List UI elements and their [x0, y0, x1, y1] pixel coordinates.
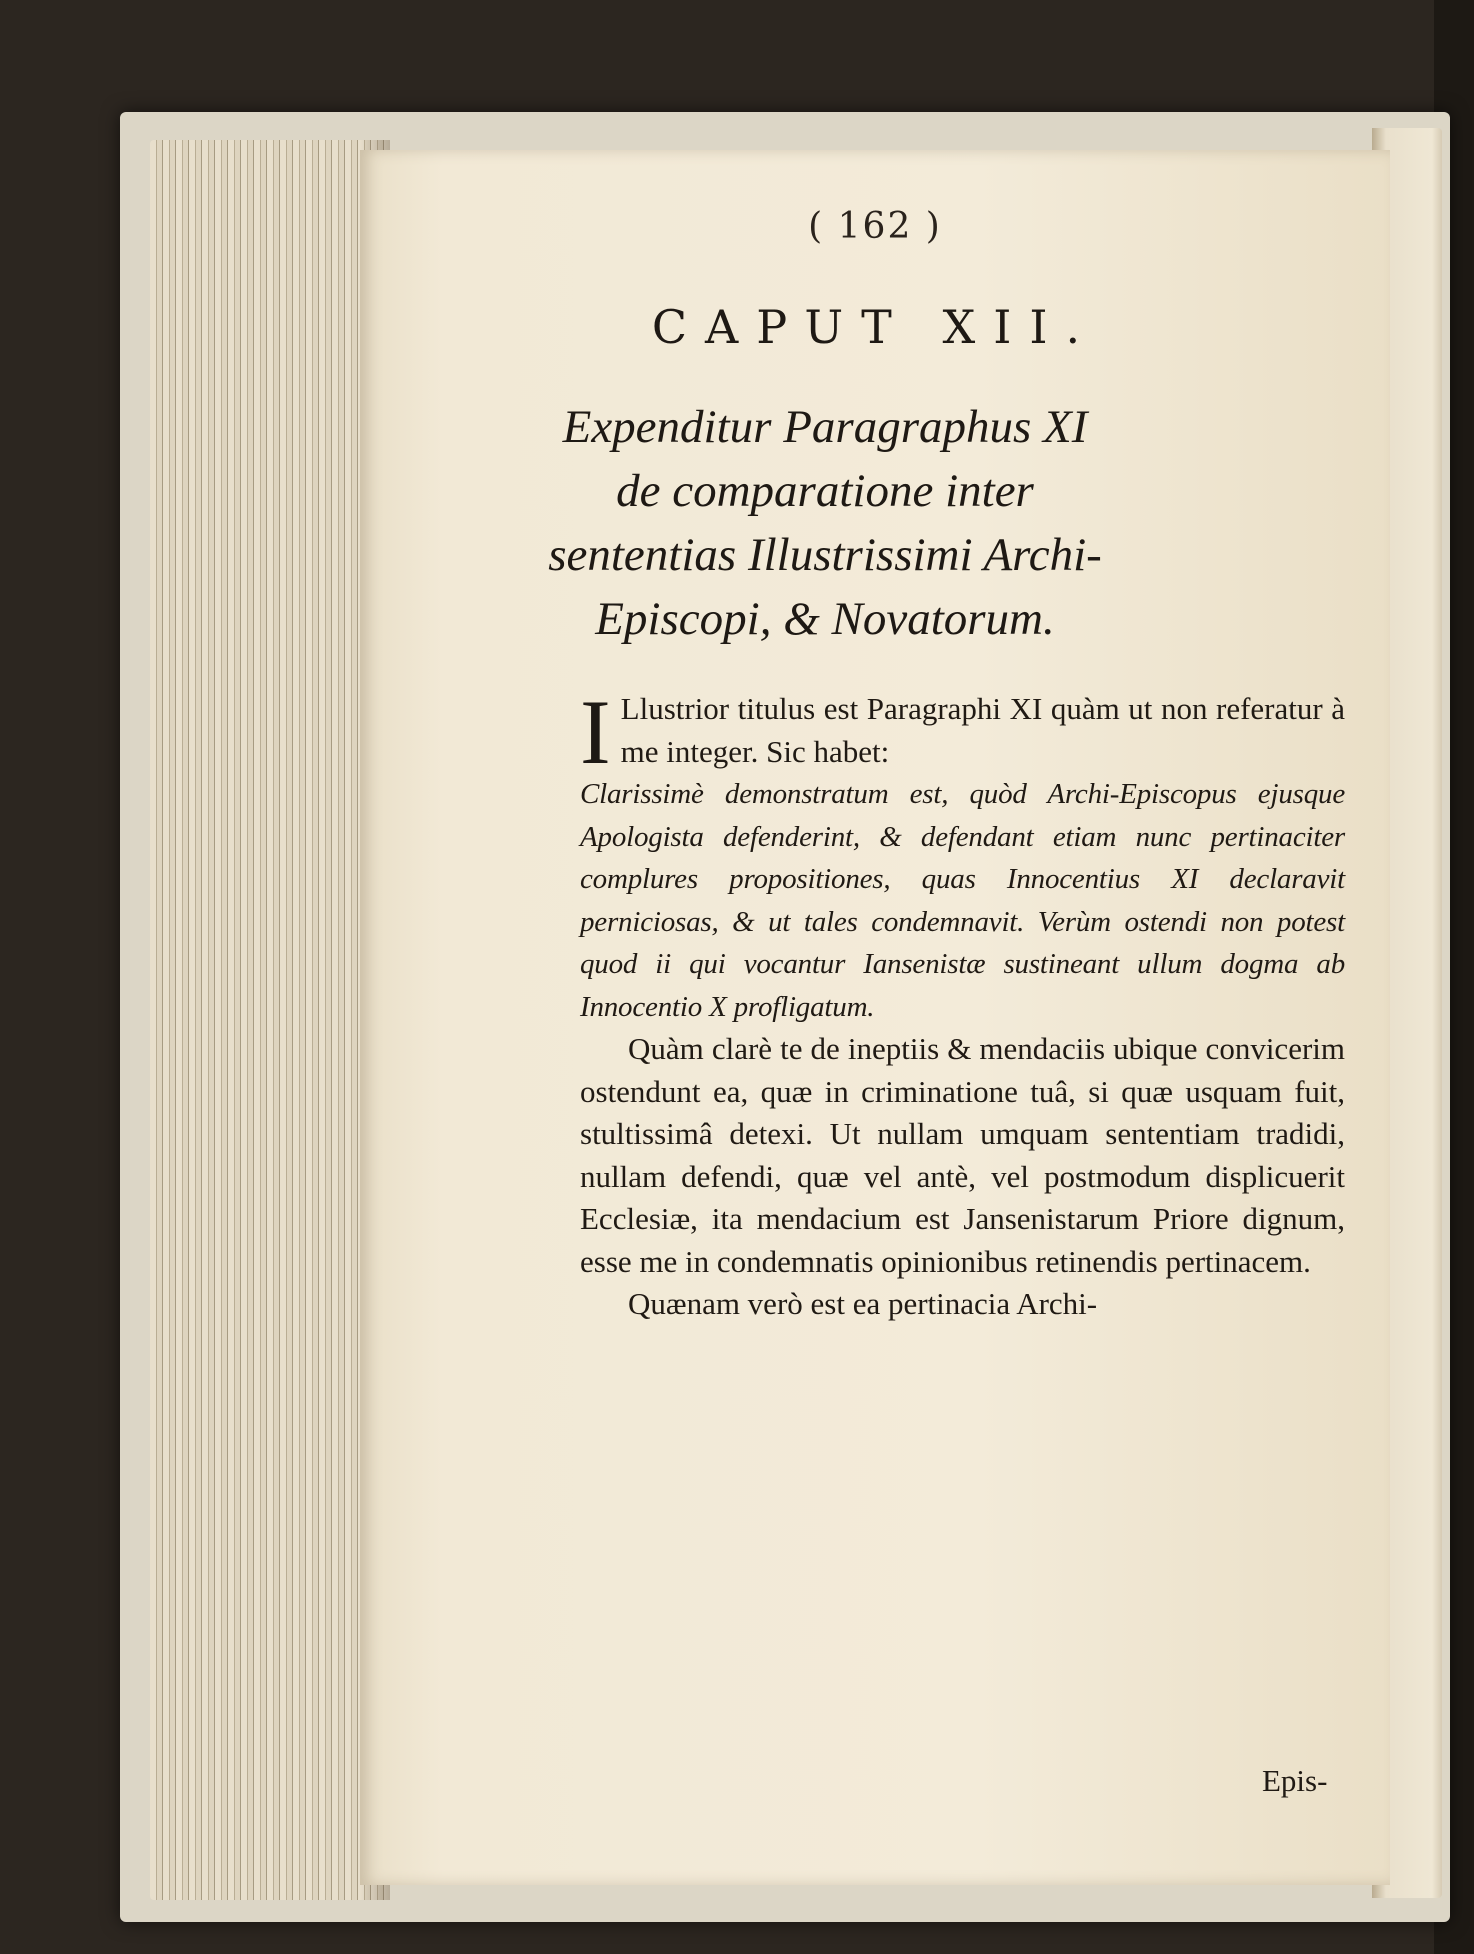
quoted-passage: Clarissimè demonstratum est, quòd Archi-Episcopus ejusque Apologista defenderint, & defendant etiam nunc pertinaciter complures propositiones, quas Innocentius XI declaravit perniciosas, & ut tales condemnavit. Verùm ostendi non potest quod ii qui vocantur Iansenistæ sustineant ullum dogma ab Innocentio X profligatum.	[580, 778, 1345, 1023]
paragraph-2: Quàm clarè te de ineptiis & mendaciis ubique convicerim ostendunt ea, quæ in criminatione tuâ, si quæ usquam fuit, stultissimâ detexi. Ut nullam umquam sententiam tradidi, nullam defendi, quæ vel antè, vel postmodum displicuerit Ecclesiæ, ita mendacium est Jansenistarum Priore dignum, esse me in condemnatis opinionibus retinendis pertinacem.	[580, 1031, 1345, 1279]
first-paragraph-lead: Llustrior titulus est Paragraphi XI quàm ut non referatur à me integer. Sic habet:	[620, 691, 1345, 769]
paragraph-3: Quænam verò est ea pertinacia Archi-	[628, 1286, 1098, 1321]
page-edges	[150, 140, 390, 1900]
body-text	[580, 681, 1345, 1326]
chapter-subtitle: Expenditur Paragraphus XI de comparatione inter sententias Illustrissimi Archi-Episcopi, & Novatorum.	[548, 401, 1102, 645]
catchword: Epis-	[1262, 1763, 1328, 1798]
drop-cap: I	[580, 681, 611, 783]
page-number: ( 162 )	[808, 206, 942, 247]
chapter-title: CAPUT XII.	[651, 300, 1099, 354]
